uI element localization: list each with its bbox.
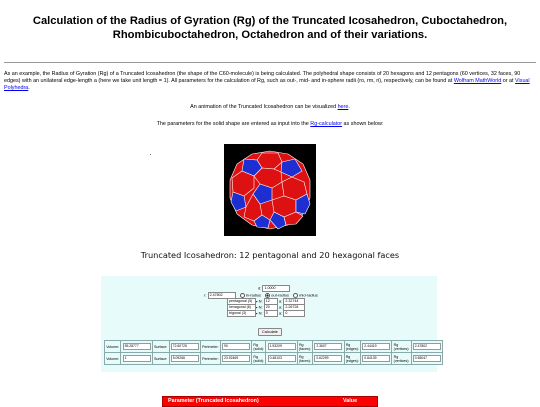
rg-edges-label: Rg (edges):	[344, 353, 361, 365]
volume-value[interactable]: 55.28777	[123, 343, 151, 350]
volume-label: Volume:	[105, 353, 121, 365]
image-caption: Truncated Icosahedron: 12 pentagonal and 20 hexagonal faces	[140, 250, 400, 260]
animation-end: .	[348, 104, 350, 110]
radio-out-radius-label: out-radius	[271, 292, 289, 298]
rg-solid-value[interactable]: 0.48103	[268, 355, 296, 362]
rg-faces-value[interactable]: 0.62299	[314, 355, 342, 362]
link-animation-here[interactable]: here	[337, 104, 349, 110]
intro-end: .	[28, 85, 30, 92]
n-input-2[interactable]: 20	[264, 304, 278, 311]
d-label: d:	[258, 285, 262, 291]
surface-label: Surface:	[152, 341, 169, 353]
n-input-3[interactable]: 0	[264, 310, 278, 317]
n-label-3: N:	[258, 310, 263, 316]
parameter-table-header	[162, 396, 378, 407]
r-input[interactable]: 2.47802	[208, 292, 236, 299]
n-label-2: N:	[258, 304, 263, 310]
volume-label: Volume:	[105, 341, 121, 353]
rg-edges-value[interactable]: 2.44419	[362, 343, 390, 350]
radio-in-radius-label: in-radius	[245, 292, 262, 298]
face-type-select-3[interactable]: trigonal (3)	[227, 310, 256, 317]
volume-cell	[121, 353, 152, 365]
perimeter-value[interactable]: 90	[222, 343, 250, 350]
chevron-down-icon: ▾	[256, 311, 258, 316]
params-prefix: The parameters for the solid shape are entered as input into the	[156, 121, 311, 127]
surface-value[interactable]: 72.60725	[171, 343, 199, 350]
link-wolfram-mathworld[interactable]: Wolfram MathWorld	[453, 78, 502, 85]
truncated-icosahedron-image	[224, 144, 316, 236]
chevron-down-icon: ▾	[256, 305, 258, 310]
face-type-select-1[interactable]: pentagonal (5)	[227, 298, 256, 305]
rg-edges-label: Rg (edges):	[344, 341, 361, 353]
r-label: r:	[204, 292, 207, 298]
perimeter-label: Perimeter:	[200, 341, 220, 353]
intro-paragraph	[4, 71, 538, 93]
rg-edges-cell	[361, 353, 392, 365]
stray-dot	[150, 154, 151, 155]
rg-vertices-label: Rg (vertices):	[392, 353, 411, 365]
value-column-header: Value	[343, 398, 358, 404]
parameter-column-header: Parameter (Truncated Icosahedron)	[168, 398, 259, 404]
a-input-2[interactable]: 2.26728	[283, 304, 305, 311]
params-end: as shown below:	[342, 121, 384, 127]
rg-vertices-cell	[411, 353, 442, 365]
face-type-select-2[interactable]: hexagonal (6)	[227, 304, 256, 311]
title-line-1: Calculation of the Radius of Gyration (Rg) of the Truncated Icosahedron, Cuboctahedron,	[32, 15, 508, 27]
a-label-2: a:	[278, 304, 283, 310]
volume-cell	[121, 341, 152, 353]
n-input-1[interactable]: 12	[264, 298, 278, 305]
surface-value[interactable]: 5.09266	[171, 355, 199, 362]
animation-prefix: An animation of the Truncated Icosahedron can be visualized	[190, 104, 338, 110]
rg-edges-value[interactable]: 0.64139	[362, 355, 390, 362]
d-input[interactable]: 1.0000	[262, 285, 290, 292]
rg-faces-label: Rg (faces):	[297, 353, 312, 365]
intro-text: As an example, the Radius of Gyration (Rg) of a Truncated Icosahedron (the shape of the C60-molecule) is being calculated. The polyhedral shape consists of 20 hexagons and 12 pentagons (60 vertices, 32 faces, 90 edges) with an unilateral edge-length a (here we take unit length = 1). All parameters for the calculation of Rg, such as out-, mid- and in-sphere radii (ro, rm, ri), respectively, can be found at	[4, 71, 521, 85]
rg-solid-cell	[266, 353, 297, 365]
face-row-3	[227, 310, 305, 317]
surface-cell	[169, 341, 200, 353]
rg-faces-label: Rg (faces):	[297, 341, 312, 353]
perimeter-cell	[220, 341, 251, 353]
rg-vertices-value[interactable]: 2.47802	[413, 343, 441, 350]
a-input-3[interactable]: 0	[283, 310, 305, 317]
truncated-icosahedron-svg	[224, 144, 316, 236]
results-table	[104, 340, 443, 365]
perimeter-label: Perimeter:	[200, 353, 220, 365]
rg-solid-label: Rg (solid):	[252, 353, 266, 365]
volume-value[interactable]: 1	[123, 355, 151, 362]
a-label-3: a:	[278, 310, 283, 316]
surface-label: Surface:	[152, 353, 169, 365]
page-title	[20, 14, 520, 42]
perimeter-cell	[220, 353, 251, 365]
rg-solid-value[interactable]: 1.93209	[268, 343, 296, 350]
link-rg-calculator[interactable]: Rg-calculator	[310, 121, 343, 127]
link-visual-polyhedra[interactable]: Visual Polyhedra	[4, 78, 530, 92]
surface-cell	[169, 353, 200, 365]
rg-vertices-cell	[411, 341, 442, 353]
rg-calculator-panel	[101, 276, 437, 372]
d-row	[258, 285, 290, 292]
animation-line	[0, 104, 540, 111]
rg-solid-label: Rg (solid):	[252, 341, 266, 353]
rg-faces-cell	[313, 341, 344, 353]
horizontal-rule	[4, 62, 536, 63]
rg-vertices-label: Rg (vertices):	[392, 341, 411, 353]
rg-edges-cell	[361, 341, 392, 353]
table-row	[105, 353, 443, 365]
rg-faces-cell	[313, 353, 344, 365]
chevron-down-icon: ▾	[256, 299, 258, 304]
a-input-1[interactable]: 2.32744	[283, 298, 305, 305]
calculate-button[interactable]: Calculate	[258, 328, 282, 336]
intro-or: or at	[501, 78, 516, 85]
n-label-1: N:	[258, 298, 263, 304]
a-label-1: a:	[278, 298, 283, 304]
rg-vertices-value[interactable]: 0.65047	[413, 355, 441, 362]
table-row	[105, 341, 443, 353]
title-line-2: Rhombicuboctahedron, Octahedron and of their variations.	[112, 29, 428, 41]
radio-mid-radius-label: mid-radius	[299, 292, 318, 298]
rg-faces-value[interactable]: 2.3607	[314, 343, 342, 350]
perimeter-value[interactable]: 23.92469	[222, 355, 250, 362]
parameters-line	[0, 121, 540, 128]
rg-solid-cell	[266, 341, 297, 353]
